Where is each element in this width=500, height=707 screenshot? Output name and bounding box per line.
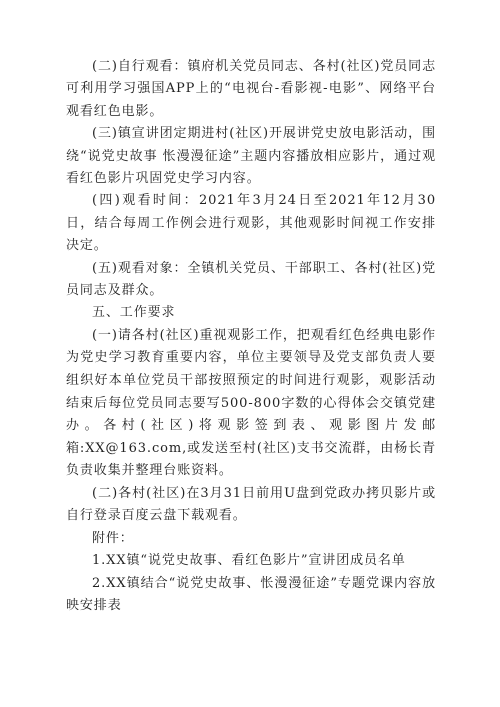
attachments-heading: 附件： — [92, 530, 134, 546]
paragraph-village-screening: (三)镇宣讲团定期进村(社区)开展讲党史放电影活动，围绕“说党史故事 怅漫漫征途”主题内容播放相应影片，通过观看红色影片巩固党史学习内容。 — [66, 126, 436, 187]
paragraph-requirement-two: (二)各村(社区)在3月31日前用U盘到党政办拷贝影片或自行登录百度云盘下载观看。 — [66, 486, 436, 524]
paragraph-viewing-time: (四)观看时间：2021年3月24日至2021年12月30日，结合每周工作例会进行观影，其他观影时间视工作安排决定。 — [66, 193, 436, 254]
attachment-item-2: 2.XX镇结合“说党史故事、怅漫漫征途”专题党课内容放映安排表 — [66, 575, 436, 614]
paragraph-self-viewing: (二)自行观看：镇府机关党员同志、各村(社区)党员同志可利用学习强国APP上的“电视台-看影视-电影”、网络平台观看红色电影。 — [66, 59, 436, 119]
paragraph-requirement-one: (一)请各村(社区)重视观影工作，把观看红色经典电影作为党史学习教育重要内容，单位主要领导及党支部负责人要组织好本单位党员干部按照预定的时间进行观影，观影活动结束后每位党员同志要写500-800字数的心得体会交镇党建办。各村(社区)将观影签到表、观影图片发邮箱:XX@163.com,或发送至村(社区)支书交流群，由杨长青负责收集并整理台账资料。 — [66, 327, 436, 479]
attachment-item-1: 1.XX镇“说党史故事、看红色影片”宣讲团成员名单 — [92, 553, 406, 569]
paragraph-viewing-audience: (五)观看对象：全镇机关党员、干部职工、各村(社区)党员同志及群众。 — [66, 260, 436, 299]
section-heading-work-requirements: 五、工作要求 — [92, 305, 176, 321]
